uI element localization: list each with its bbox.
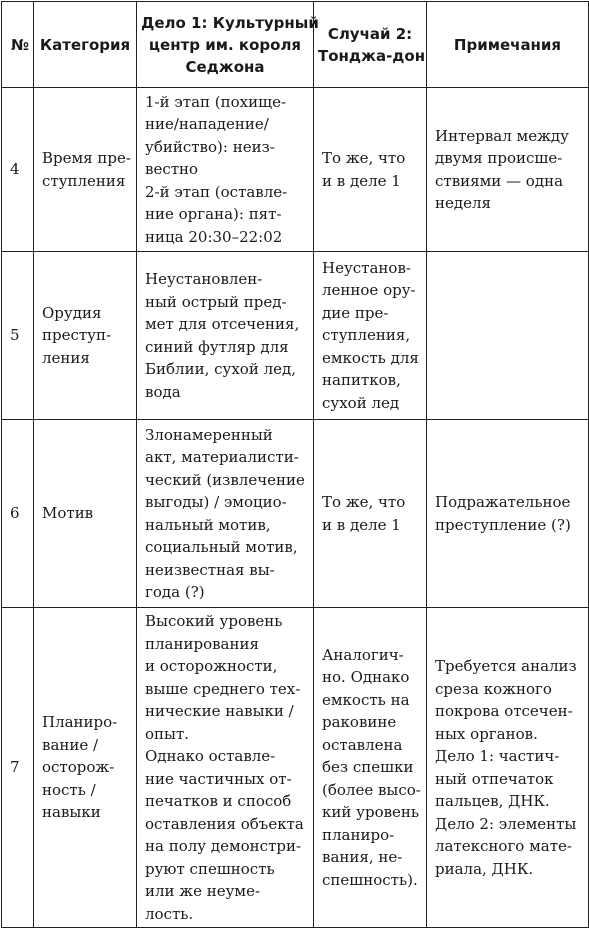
text-line: или же неуме- [145,882,261,900]
row-number: 6 [2,420,34,608]
table-row [2,608,589,928]
text-line: опыт. [145,724,190,743]
text-line: ный острый пред- [145,292,287,311]
table-row [2,88,589,252]
text-line: ных органов. [435,724,538,743]
category-cell [34,252,137,420]
text-line: вестно [145,160,199,179]
case2-cell [314,608,427,928]
text-line: выгоды) / эмоцио- [145,493,287,511]
text-line: 1-й этап (похище- [145,92,287,111]
row-number: 7 [2,608,34,928]
category-cell [34,608,137,928]
text-line: ние/нападение/ [145,115,269,134]
text-line: нальный мотив, [145,515,271,534]
text-line: мет для отсечения, [145,315,300,333]
text-line: напитков, [322,371,401,390]
text-line: и в деле 1 [322,171,401,190]
text-line: Время пре- [42,149,131,167]
text-line: емкость для [322,348,419,367]
text-line: преступление (?) [435,515,571,534]
comparison-table [1,1,589,928]
text-line: Неустановлен- [145,270,263,288]
text-line: кий уровень [322,803,420,822]
text-line: планирования [145,634,259,653]
text-line: латексного мате- [435,837,572,855]
text-line: на полу демонстри- [145,837,302,855]
text-line: вания, не- [322,848,403,867]
text-line: Мотив [42,504,94,523]
text-line: Планиро- [42,713,118,732]
case2-cell [314,88,427,252]
case1-cell [137,608,314,928]
text-line: Седжона [185,57,265,76]
text-line: ный отпечаток [435,769,554,788]
category-cell [34,420,137,608]
text-line: вание / [42,735,99,754]
text-line: ления [42,348,90,367]
text-line: лость. [145,904,194,923]
text-line: пальцев, ДНК. [435,792,550,810]
text-line: Высокий уровень [145,612,283,630]
case1-cell [137,88,314,252]
text-line: двумя происше- [435,149,563,167]
text-line: ствиями — одна [435,171,564,190]
text-line: выше среднего тех- [145,679,301,698]
case2-cell [314,420,427,608]
text-line: раковине [322,713,397,732]
text-line: синий футляр для [145,337,289,356]
text-line: социальный мотив, [145,538,298,556]
notes-cell [427,608,589,928]
text-line: спешность). [322,870,418,889]
case1-cell [137,420,314,608]
text-line: нические навыки / [145,702,294,720]
text-line: Неустанов- [322,258,411,277]
case1-cell [137,252,314,420]
header-category [34,2,137,88]
table-row [2,252,589,420]
text-line: неизвестная вы- [145,560,275,579]
text-line: ние частичных от- [145,769,292,788]
text-line: центр им. короля [148,35,302,54]
text-line: среза кожного [435,679,552,698]
header-case1 [137,2,319,88]
text-line: 2-й этап (оставле- [145,182,288,201]
notes-cell [427,88,589,252]
text-line: Тонджа-дон [318,46,426,65]
text-line: ческий (извлечение [145,470,305,489]
header-notes [427,2,589,88]
text-line: неделя [435,194,491,212]
case2-cell [314,252,427,420]
row-number: 5 [2,252,34,420]
text-line: покрова отсечен- [435,702,573,720]
text-line: Аналогич- [322,645,404,664]
text-line: ступления [42,171,126,190]
text-line: Дело 2: элементы [435,814,577,833]
text-line: № [11,35,30,54]
text-line: оставлена [322,735,403,754]
text-line: осторож- [42,758,115,777]
text-line: убийство): неиз- [145,137,275,156]
text-line: года (?) [145,583,205,601]
text-line: руют спешность [145,859,275,878]
text-line: Библии, сухой лед, [145,360,297,378]
text-line: риала, ДНК. [435,859,534,878]
text-line: акт, материалисти- [145,448,299,466]
text-line: и в деле 1 [322,515,401,534]
text-line: Интервал между [435,126,569,145]
header-row [2,2,589,88]
table-body [2,88,589,928]
notes-cell [427,252,589,420]
text-line: ность / [42,780,96,799]
row-number: 4 [2,88,34,252]
text-line: ленное ору- [322,281,416,300]
text-line: Случай 2: [327,24,413,43]
text-line: (более высо- [322,780,421,799]
text-line: планиро- [322,825,395,844]
text-line: Подражательное [435,493,571,511]
text-line: но. Однако [322,668,410,687]
text-line: преступ- [42,326,112,345]
text-line: оставления объекта [145,814,304,833]
text-line: Злонамеренный [145,425,273,444]
text-line: емкость на [322,690,410,709]
text-line: ступления, [322,326,411,345]
text-line: дие пре- [322,303,389,322]
text-line: Однако оставле- [145,747,276,765]
text-line: Требуется анализ [435,657,577,675]
header-case2 [314,2,427,88]
text-line: без спешки [322,758,414,777]
text-line: ние органа): пят- [145,205,282,224]
header-number [2,2,34,88]
text-line: печатков и способ [145,792,292,810]
notes-cell [427,420,589,608]
text-line: То же, что [322,493,406,511]
category-cell [34,88,137,252]
text-line: Дело 1: Культурный [141,13,319,32]
text-line: и осторожности, [145,657,278,675]
text-line: Категория [39,35,131,54]
text-line: Дело 1: частич- [435,747,560,765]
text-line: ница 20:30–22:02 [145,227,283,246]
text-line: сухой лед [322,393,400,412]
text-line: Орудия [42,303,102,322]
text-line: вода [145,382,181,401]
text-line: навыки [42,803,101,822]
text-line: То же, что [322,149,406,167]
text-line: Примечания [453,35,562,54]
table-row [2,420,589,608]
